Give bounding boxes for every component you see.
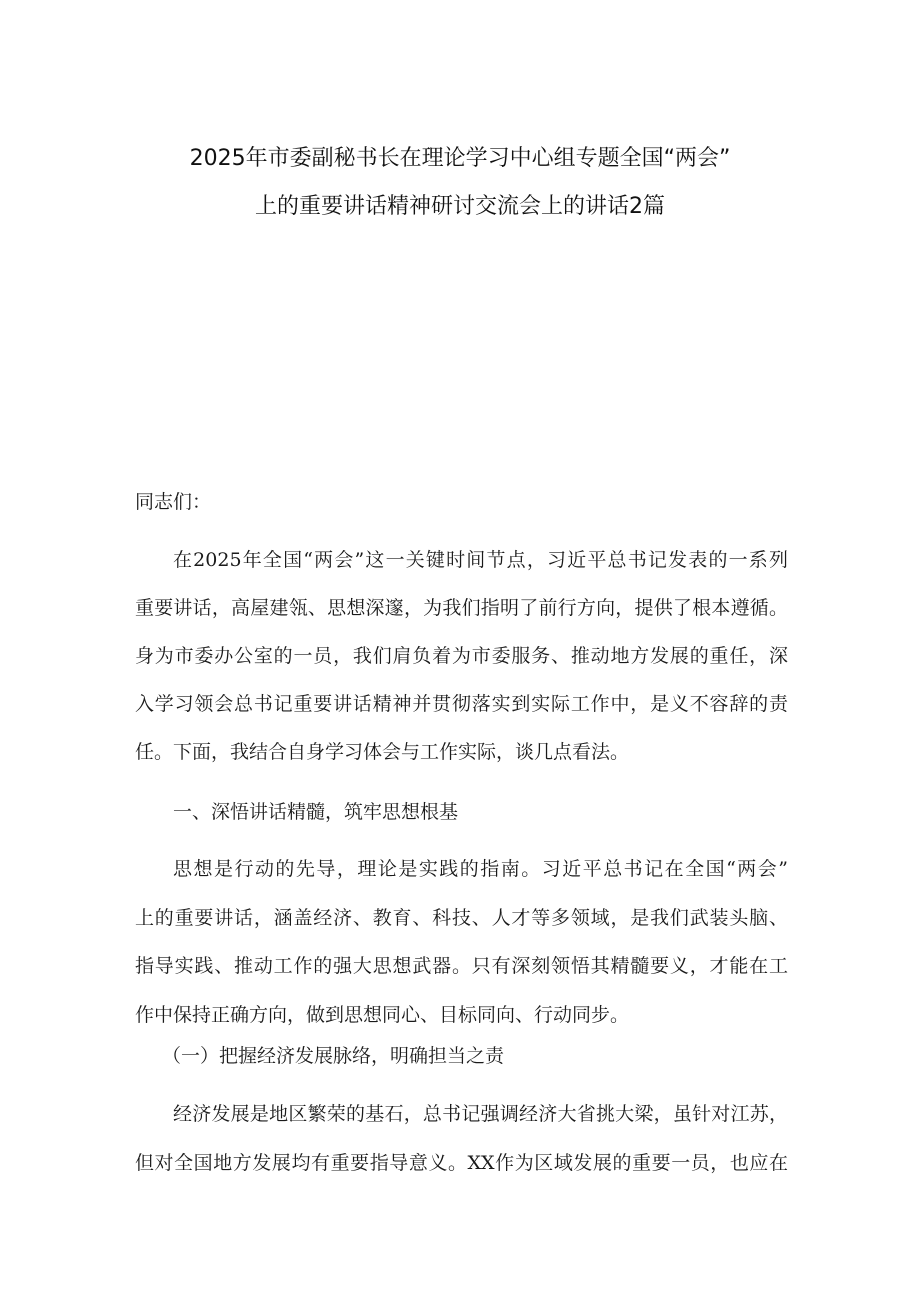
- section-line: 指导实践、推动工作的强大思想武器。只有深刻领悟其精髓要义，才能在工: [135, 955, 788, 977]
- salutation: 同志们：: [135, 491, 212, 513]
- subsection-line: 但对全国地方发展均有重要指导意义。XX作为区域发展的重要一员，也应在: [135, 1152, 788, 1174]
- document-title-line-1: 2025年市委副秘书长在理论学习中心组专题全国“两会”: [189, 146, 731, 171]
- section-line: 作中保持正确方向，做到思想同心、目标同向、行动同步。: [135, 1004, 630, 1026]
- intro-line: 在2025年全国“两会”这一关键时间节点，习近平总书记发表的一系列: [173, 549, 788, 571]
- subsection-line: 经济发展是地区繁荣的基石，总书记强调经济大省挑大梁，虽针对江苏，: [173, 1103, 788, 1125]
- intro-line: 任。下面，我结合自身学习体会与工作实际，谈几点看法。: [135, 741, 630, 763]
- section-heading: 一、深悟讲话精髓，筑牢思想根基: [173, 801, 459, 823]
- subsection-heading: （一）把握经济发展脉络，明确担当之责: [162, 1045, 505, 1067]
- section-line: 思想是行动的先导，理论是实践的指南。习近平总书记在全国“两会”: [173, 858, 788, 880]
- intro-line: 入学习领会总书记重要讲话精神并贯彻落实到实际工作中，是义不容辞的责: [135, 693, 788, 715]
- section-line: 上的重要讲话，涵盖经济、教育、科技、人才等多领域，是我们武装头脑、: [135, 907, 788, 929]
- document-title-line-2: 上的重要讲话精神研讨交流会上的讲话2篇: [255, 194, 665, 219]
- intro-line: 身为市委办公室的一员，我们肩负着为市委服务、推动地方发展的重任，深: [135, 645, 788, 667]
- intro-line: 重要讲话，高屋建瓴、思想深邃，为我们指明了前行方向，提供了根本遵循。: [135, 597, 788, 619]
